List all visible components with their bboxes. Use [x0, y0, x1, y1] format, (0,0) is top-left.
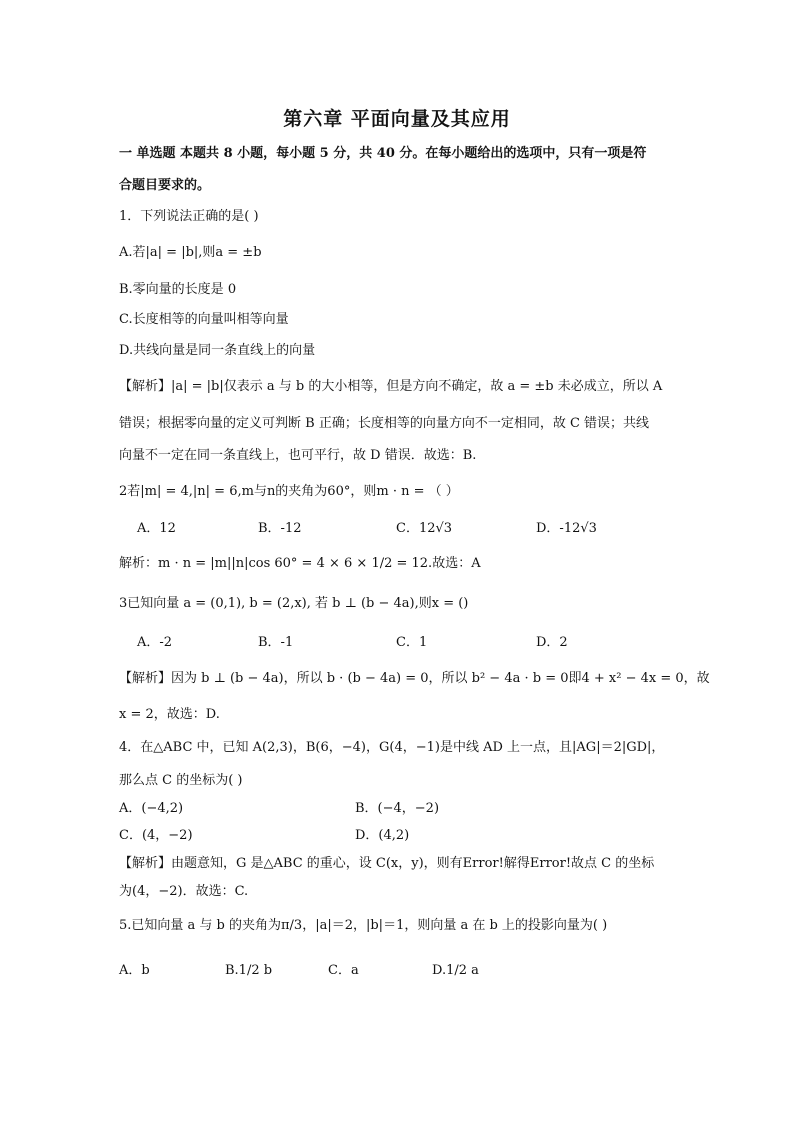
q5-option-c: C．a: [328, 963, 359, 978]
q3-solution-line1: 【解析】因为 b ⊥ (b − 4a)，所以 b · (b − 4a) = 0，所以 b² − 4a · b = 0即4 + x² − 4x = 0，故: [119, 671, 710, 686]
q5-option-d: D.1/2 a: [432, 963, 479, 978]
q2-option-d: D．-12√3: [536, 521, 597, 536]
q1-solution-line1: 【解析】|a| = |b|仅表示 a 与 b 的大小相等，但是方向不确定，故 a = ±b 未必成立，所以 A: [119, 379, 663, 394]
q3-solution-line2: x = 2，故选：D.: [119, 707, 220, 722]
q3-option-a: A．-2: [137, 635, 173, 650]
q3-option-b: B．-1: [258, 635, 294, 650]
q1-solution-line2: 错误；根据零向量的定义可判断 B 正确；长度相等的向量方向不一定相同，故 C 错误；共线: [119, 416, 650, 431]
q2-solution: 解析：m · n = |m||n|cos 60° = 4 × 6 × 1/2 = 12.故选：A: [119, 556, 481, 571]
q4-option-d: D．(4,2): [355, 828, 410, 843]
q4-stem-line1: 4．在△ABC 中，已知 A(2,3)，B(6，−4)，G(4，−1)是中线 AD 上一点，且|AG|＝2|GD|，: [119, 740, 665, 755]
section-intro-line2: 合题目要求的。: [119, 178, 211, 193]
q3-stem: 3已知向量 a = (0,1), b = (2,x), 若 b ⊥ (b − 4a),则x = (): [119, 596, 469, 611]
q4-option-c: C．(4，−2): [119, 828, 193, 843]
q1-stem: 1．下列说法正确的是( ): [119, 209, 259, 224]
chapter-title: 第六章 平面向量及其应用: [283, 108, 511, 130]
q1-solution-line3: 向量不一定在同一条直线上，也可平行，故 D 错误．故选：B.: [119, 448, 477, 463]
q2-option-b: B．-12: [258, 521, 302, 536]
q3-option-c: C．1: [396, 635, 428, 650]
q4-option-a: A．(−4,2): [119, 801, 184, 816]
q5-option-b: B.1/2 b: [225, 963, 273, 978]
q2-option-c: C．12√3: [396, 521, 453, 536]
q3-option-d: D．2: [536, 635, 568, 650]
q5-stem: 5.已知向量 a 与 b 的夹角为π/3，|a|＝2，|b|＝1，则向量 a 在 b 上的投影向量为( ): [119, 918, 608, 933]
q1-option-b: B.零向量的长度是 0: [119, 282, 237, 297]
section-intro-line1: 一 单选题 本题共 8 小题，每小题 5 分，共 40 分。在每小题给出的选项中，只有一项是符: [119, 146, 647, 161]
q4-option-b: B．(−4，−2): [355, 801, 440, 816]
q1-option-a: A.若|a| = |b|,则a = ±b: [119, 245, 262, 260]
q4-stem-line2: 那么点 C 的坐标为( ): [119, 773, 243, 788]
q2-stem: 2若|m| = 4,|n| = 6,m与n的夹角为60°，则m · n = （ ）: [119, 484, 459, 499]
q5-option-a: A．b: [119, 963, 150, 978]
q4-solution-line2: 为(4，−2)．故选：C.: [119, 884, 249, 899]
q1-option-d: D.共线向量是同一条直线上的向量: [119, 343, 316, 358]
q2-option-a: A．12: [137, 521, 176, 536]
q4-solution-line1: 【解析】由题意知，G 是△ABC 的重心，设 C(x，y)，则有Error!解得Error!故点 C 的坐标: [119, 856, 655, 871]
q1-option-c: C.长度相等的向量叫相等向量: [119, 312, 289, 327]
